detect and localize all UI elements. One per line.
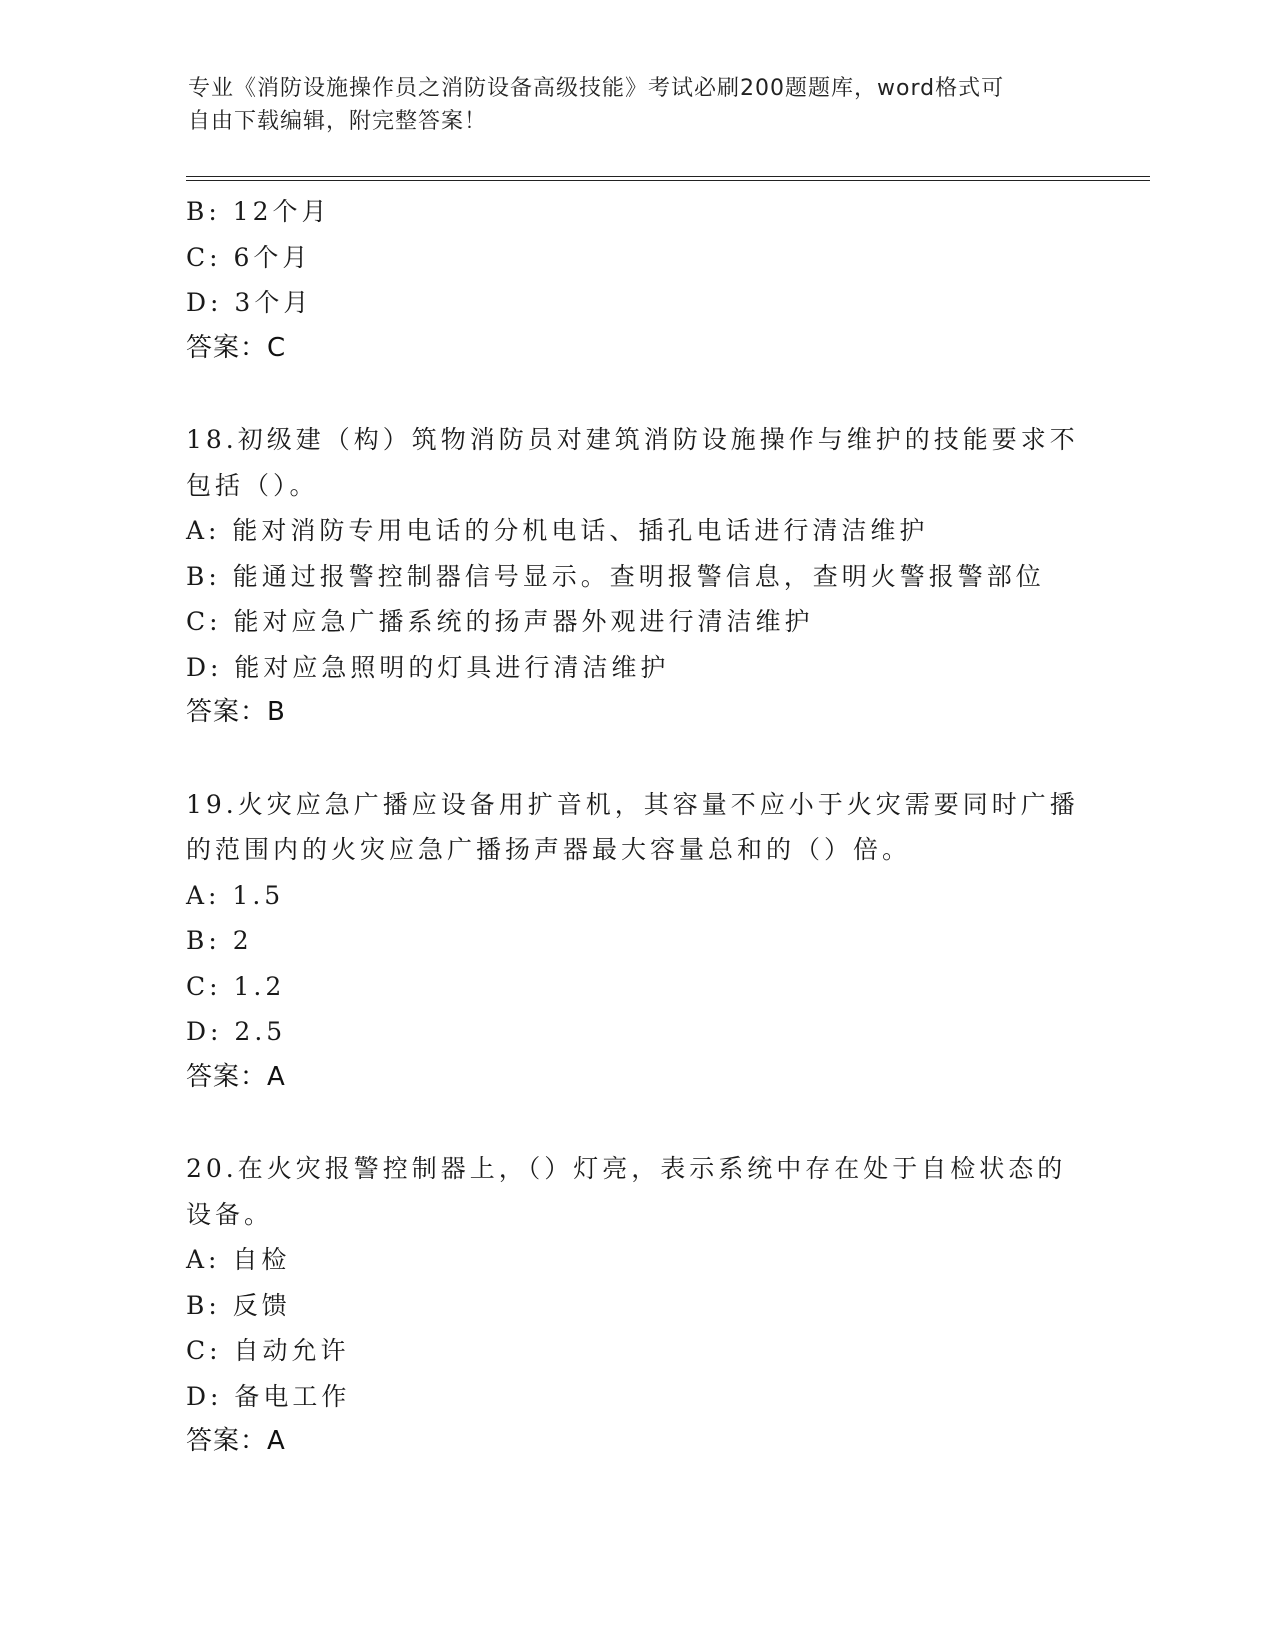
question-text-line-1: 20.在火灾报警控制器上，（）灯亮，表示系统中存在处于自检状态的 <box>186 1154 1067 1183</box>
header-line-2: 自由下载编辑，附完整答案！ <box>188 109 488 134</box>
option-d: D: 能对应急照明的灯具进行清洁维护 <box>186 652 670 682</box>
answer: 答案：B <box>186 697 286 727</box>
question-text-line-2: 的范围内的火灾应急广播扬声器最大容量总和的（）倍。 <box>186 835 912 864</box>
option-a: A: 自检 <box>186 1245 291 1274</box>
answer: 答案：A <box>186 1426 286 1456</box>
option-d: D: 备电工作 <box>186 1381 351 1411</box>
question-text-line-2: 包括（）。 <box>186 470 319 500</box>
option-c: C: 6个月 <box>186 242 312 272</box>
option-d: D: 2.5 <box>186 1017 287 1046</box>
header-line-1: 专业《消防设施操作员之消防设备高级技能》考试必刷200题题库，word格式可 <box>188 76 1005 101</box>
spacer <box>186 371 1086 417</box>
option-b: B: 2 <box>186 926 253 955</box>
option-b: B: 能通过报警控制器信号显示。查明报警信息，查明火警报警部位 <box>186 561 1045 591</box>
question-18 <box>186 417 1086 736</box>
option-a: A: 能对消防专用电话的分机电话、插孔电话进行清洁维护 <box>186 516 929 545</box>
spacer <box>186 736 1086 782</box>
option-c: C: 1.2 <box>186 971 286 1001</box>
question-20 <box>186 1146 1086 1465</box>
continued-question <box>186 189 1086 371</box>
option-c: C: 自动允许 <box>186 1336 350 1365</box>
spacer <box>186 1100 1086 1146</box>
question-text-line-1: 19.火灾应急广播应设备用扩音机，其容量不应小于火灾需要同时广播 <box>186 789 1079 819</box>
option-c: C: 能对应急广播系统的扬声器外观进行清洁维护 <box>186 607 814 636</box>
question-text-line-1: 18.初级建（构）筑物消防员对建筑消防设施操作与维护的技能要求不 <box>186 425 1079 454</box>
option-b: B: 反馈 <box>186 1290 291 1320</box>
answer: 答案：A <box>186 1061 286 1092</box>
question-text-line-2: 设备。 <box>186 1199 274 1229</box>
question-19 <box>186 782 1086 1101</box>
option-d: D: 3个月 <box>186 288 313 317</box>
header-double-rule <box>186 176 1150 181</box>
option-b: B: 12个月 <box>186 197 331 226</box>
option-a: A: 1.5 <box>186 880 285 910</box>
question-content <box>186 189 1086 1465</box>
document-header <box>188 72 1088 138</box>
answer: 答案：C <box>186 332 287 363</box>
